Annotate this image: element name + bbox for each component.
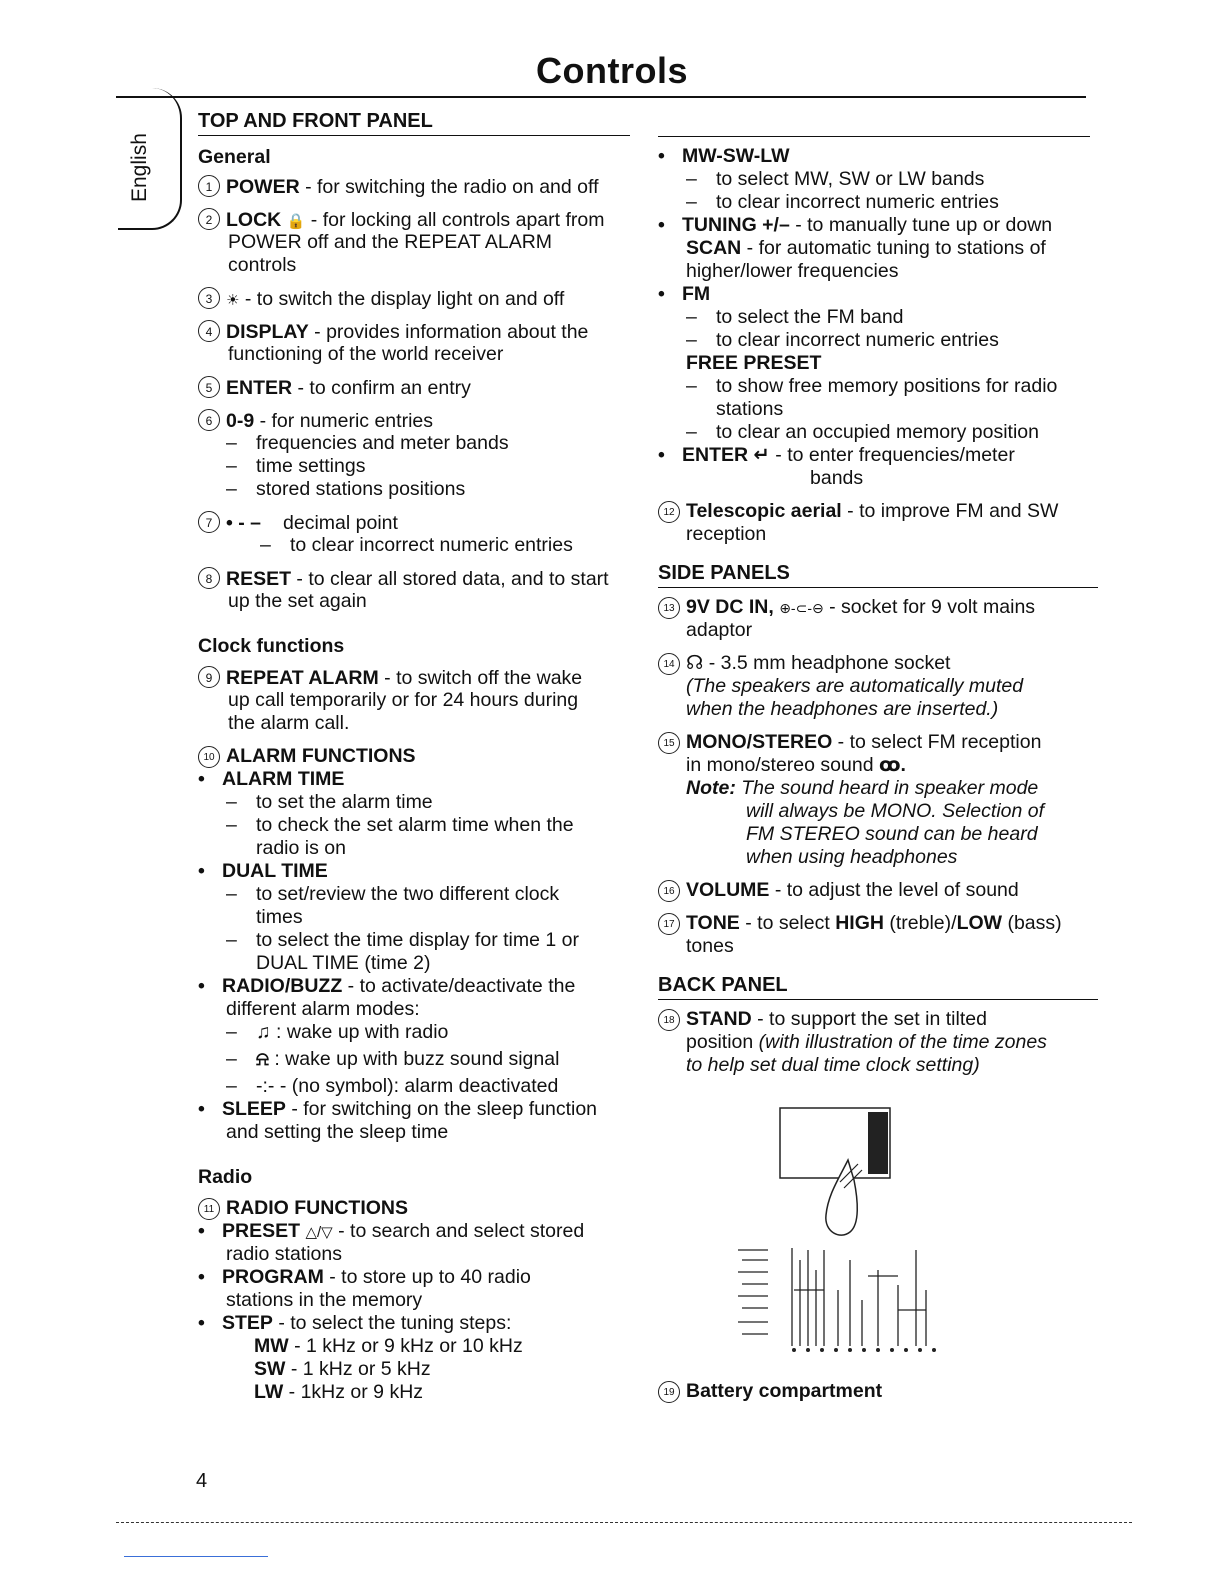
polarity-icon: ⊕-⊂-⊖ (779, 600, 824, 616)
item-radio-functions: 11 RADIO FUNCTIONS (198, 1197, 630, 1220)
item-mono-cont: in mono/stereo sound ꝏ. (686, 754, 906, 776)
language-tab-label: English (128, 133, 151, 203)
bullet-cont: stations in the memory (226, 1289, 423, 1311)
note-line: when using headphones (746, 846, 958, 868)
item-number: 7 (198, 511, 220, 533)
item-tone-cont: tones (686, 935, 734, 957)
item-number: 18 (658, 1009, 680, 1031)
enter-arrow-icon: ↵ (753, 444, 770, 466)
item-lock-cont: controls (228, 254, 297, 276)
item-number: 11 (198, 1198, 220, 1220)
item-dc-in: 13 9V DC IN, ⊕-⊂-⊖ - socket for 9 volt mains (658, 596, 1098, 619)
list-item-cont: stations (716, 398, 784, 420)
item-number: 13 (658, 597, 680, 619)
item-reset-cont: up the set again (228, 590, 367, 612)
list-item: – to select the time display for time 1 or (226, 929, 579, 951)
item-lock-cont: POWER off and the REPEAT ALARM (228, 231, 553, 253)
list-item: – to show free memory positions for radio (686, 375, 1058, 397)
note-line: Note: The sound heard in speaker mode (686, 777, 1039, 799)
subheading-radio: Radio (198, 1166, 253, 1188)
item-number: 6 (198, 409, 220, 431)
bullet-program: • PROGRAM - to store up to 40 radio (198, 1266, 531, 1288)
list-item: – to clear an occupied memory position (686, 421, 1039, 443)
item-headphones-note: when the headphones are inserted.) (686, 698, 999, 720)
bullet-cont: radio stations (226, 1243, 342, 1265)
list-item: – to set the alarm time (226, 791, 433, 813)
right-column (658, 145, 1098, 1077)
item-aerial-cont: reception (686, 523, 767, 545)
stand-illustration (728, 1100, 948, 1356)
bullet-cont: bands (810, 467, 864, 489)
item-stand: 18 STAND - to support the set in tilted (658, 1008, 1098, 1031)
item-number: 10 (198, 746, 220, 768)
list-item: – time settings (226, 455, 366, 477)
item-number: 3 (198, 287, 220, 309)
list-item: – to clear incorrect numeric entries (260, 534, 573, 556)
list-item-cont: DUAL TIME (time 2) (256, 952, 431, 974)
stereo-icon: ꝏ. (878, 754, 906, 776)
list-item: – stored stations positions (226, 478, 466, 500)
list-item: – frequencies and meter bands (226, 432, 509, 454)
item-stand-cont: position (with illustration of the time zones (686, 1031, 1047, 1053)
list-item: – to set/review the two different clock (226, 883, 560, 905)
item-headphones-note: (The speakers are automatically muted (686, 675, 1024, 697)
item-number: 1 (198, 175, 220, 197)
bullet-cont: higher/lower frequencies (686, 260, 899, 282)
list-item: – to clear incorrect numeric entries (686, 329, 999, 351)
title-rule (116, 96, 1086, 98)
footer-rule (116, 1522, 1132, 1523)
bullet-dual-time: • DUAL TIME (198, 860, 328, 882)
bullet-mwswlw: • MW-SW-LW (658, 145, 790, 167)
right-top-rule (658, 136, 1090, 137)
light-icon: ☀ (226, 292, 240, 309)
list-item: – to clear incorrect numeric entries (686, 191, 999, 213)
buzzer-icon: ⍾ (256, 1048, 269, 1070)
item-lock: 2 LOCK 🔒 - for locking all controls apart from (198, 208, 630, 231)
item-number: 5 (198, 376, 220, 398)
item-repeat-cont: the alarm call. (228, 712, 350, 734)
bullet-step: • STEP - to select the tuning steps: (198, 1312, 512, 1334)
item-volume: 16 VOLUME - to adjust the level of sound (658, 879, 1098, 902)
item-number: 4 (198, 320, 220, 342)
radio-note-icon: ♫ (256, 1021, 271, 1043)
item-headphones: 14 ☊ - 3.5 mm headphone socket (658, 652, 1098, 675)
item-number: 2 (198, 208, 220, 230)
item-number: 19 (658, 1381, 680, 1403)
item-number: 16 (658, 880, 680, 902)
item-number: 15 (658, 732, 680, 754)
item-dc-cont: adaptor (686, 619, 753, 641)
left-column (198, 110, 630, 1404)
list-item-cont: radio is on (256, 837, 346, 859)
section-heading-top-front: TOP AND FRONT PANEL (198, 110, 630, 136)
item-number: 14 (658, 653, 680, 675)
list-item: – ⍾ : wake up with buzz sound signal (226, 1048, 560, 1070)
preset-arrows-icon: △/▽ (305, 1224, 333, 1241)
note-line: FM STEREO sound can be heard (746, 823, 1038, 845)
lock-icon: 🔒 (286, 213, 306, 230)
bullet-radio-buzz: • RADIO/BUZZ - to activate/deactivate the (198, 975, 576, 997)
list-item: – to select the FM band (686, 306, 904, 328)
item-number: 17 (658, 913, 680, 935)
list-item: – -:- - (no symbol): alarm deactivated (226, 1075, 559, 1097)
subheading-general: General (198, 146, 271, 168)
bullet-preset: • PRESET △/▽ - to search and select stored (198, 1220, 585, 1242)
list-item-cont: times (256, 906, 303, 928)
blue-underline (124, 1556, 268, 1557)
item-battery: 19 Battery compartment (658, 1380, 1098, 1403)
item-tone: 17 TONE - to select HIGH (treble)/LOW (bass) (658, 912, 1098, 935)
item-alarm-functions: 10 ALARM FUNCTIONS (198, 745, 630, 768)
step-mw: MW - 1 kHz or 9 kHz or 10 kHz (254, 1335, 523, 1357)
bullet-cont: different alarm modes: (226, 998, 420, 1020)
subheading-clock: Clock functions (198, 635, 345, 657)
page-title: Controls (536, 50, 688, 91)
item-digits: 6 0-9 - for numeric entries (198, 409, 630, 432)
list-item: – to check the set alarm time when the (226, 814, 574, 836)
item-number: 12 (658, 501, 680, 523)
list-item: – ♫ : wake up with radio (226, 1021, 449, 1043)
item-number: 8 (198, 567, 220, 589)
step-sw: SW - 1 kHz or 5 kHz (254, 1358, 431, 1380)
step-lw: LW - 1kHz or 9 kHz (254, 1381, 424, 1403)
page-number: 4 (196, 1470, 208, 1492)
item-display-cont: functioning of the world receiver (228, 343, 504, 365)
item-decimal: 7 • - – decimal point (198, 511, 630, 534)
item-power: 1 POWER - for switching the radio on and off (198, 175, 630, 198)
list-item: – to select MW, SW or LW bands (686, 168, 985, 190)
note-line: will always be MONO. Selection of (746, 800, 1045, 822)
bullet-fm: • FM (658, 283, 711, 305)
scan-line: SCAN - for automatic tuning to stations of (686, 237, 1046, 259)
item-repeat-alarm: 9 REPEAT ALARM - to switch off the wake (198, 666, 630, 689)
free-preset-label: FREE PRESET (686, 352, 822, 374)
bullet-sleep: • SLEEP - for switching on the sleep function (198, 1098, 598, 1120)
section-heading-side: SIDE PANELS (658, 562, 1098, 588)
bullet-tuning: • TUNING +/– - to manually tune up or down (658, 214, 1053, 236)
bullet-cont: and setting the sleep time (226, 1121, 449, 1143)
item-mono-stereo: 15 MONO/STEREO - to select FM reception (658, 731, 1098, 754)
item-stand-cont: to help set dual time clock setting) (686, 1054, 980, 1076)
item-repeat-cont: up call temporarily or for 24 hours during (228, 689, 579, 711)
headphone-icon: ☊ (686, 652, 704, 674)
item-aerial: 12 Telescopic aerial - to improve FM and SW (658, 500, 1098, 523)
section-heading-back: BACK PANEL (658, 974, 1098, 1000)
item-number: 9 (198, 666, 220, 688)
item-reset: 8 RESET - to clear all stored data, and to start (198, 567, 630, 590)
item-display: 4 DISPLAY - provides information about the (198, 320, 630, 343)
bullet-alarm-time: • ALARM TIME (198, 768, 345, 790)
item-enter: 5 ENTER - to confirm an entry (198, 376, 630, 399)
item-light: 3 ☀ - to switch the display light on and off (198, 287, 630, 310)
bullet-enter: • ENTER ↵ - to enter frequencies/meter (658, 444, 1015, 466)
